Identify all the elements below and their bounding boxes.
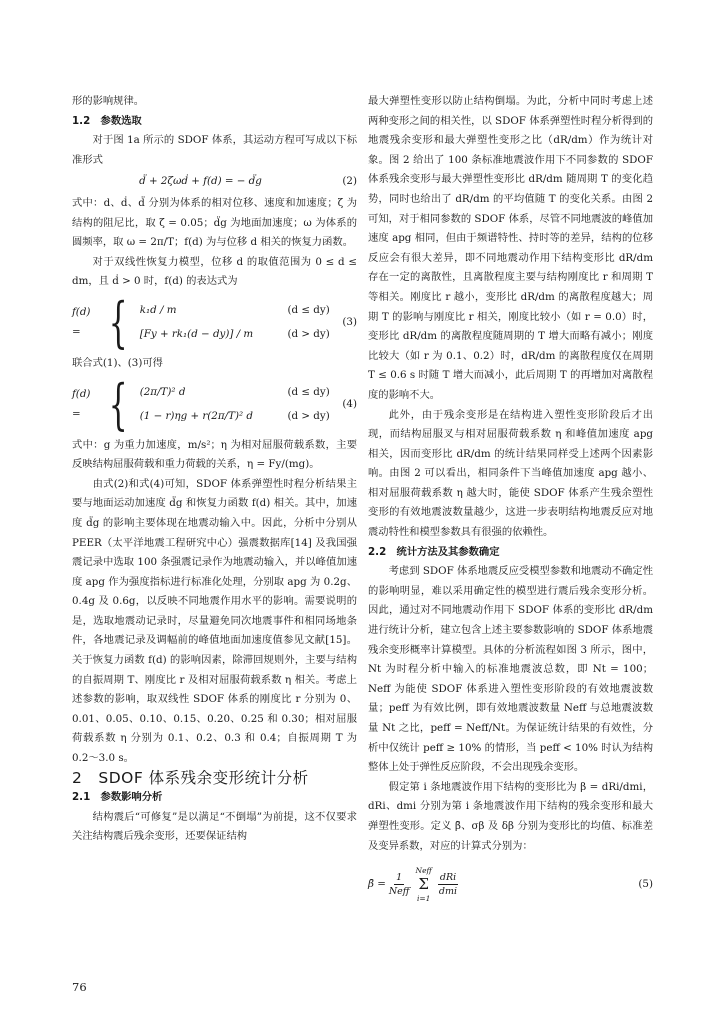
section-heading-1-2: 1.2 参数选取 [72,114,142,127]
paragraph: 结构震后“可修复”是以满足“不倒塌”为前提，这不仅要求关注结构震后残余变形，还要保证结构 [72,810,357,843]
case-expression: [Fy + rk₁(d − dy)] / m [139,327,254,340]
fraction [438,871,458,898]
cases [140,383,330,426]
fraction-numerator: dRi [439,872,457,884]
equation-4 [72,372,357,436]
paragraph: 式中：g 为重力加速度，m/s²；η 为相对屈服荷载系数，主要反映结构屈服荷载和重力荷载的关系，η = Fy/(mg)。 [72,438,357,471]
equation-number: (4) [342,397,357,410]
brace-symbol: { [109,290,129,354]
cases [140,301,330,344]
equation-3 [72,290,357,354]
paragraph: 对于图 1a 所示的 SDOF 体系，其运动方程可写成以下标准形式 [72,134,357,166]
case-expression: k₁d / m [139,304,177,317]
case-condition: (d > dy) [287,409,330,422]
left-column [72,92,357,847]
case-row [140,383,330,403]
summation [416,864,432,905]
right-column [368,92,653,909]
case-condition: (d ≤ dy) [287,385,330,398]
sum-symbol: Σ [418,875,429,894]
fraction [389,871,410,898]
paragraph: 对于双线性恢复力模型，位移 d 的取值范围为 0 ≤ d ≤ dm，且 ḋ > 0 时，f(d) 的表达式为 [72,255,357,288]
paragraph: 此外，由于残余变形是在结构进入塑性变形阶段后才出现，而结构屈服叉与相对屈服荷载系数 η 和峰值加速度 apg 相关，因而变形比 dR/dm 的统计结果同样受上述两个因素影响。由图 2 可以看出，相同条件下当峰值加速度 apg 越小、相对屈服荷载系数 η 越大时，能使 SDOF 体系产生残余塑性变形的有效地震波数量越少，这进一步表明结构地震反应对地震动特性和模型参数具有很强的依赖性。 [368,408,653,539]
fraction-denominator: Neff [388,886,410,898]
paragraph: 式中：d、ḋ、d̈ 分别为体系的相对位移、速度和加速度；ζ 为结构的阻尼比，取 ζ = 0.05；d̈g 为地面加速度；ω 为体系的圆频率，取 ω = 2π/T；f(d) 为与位移 d 相关的恢复力函数。 [72,196,357,249]
paragraph: 最大弹塑性变形以防止结构倒塌。为此，分析中同时考虑上述两种变形之间的相关性，以 SDOF 体系弹塑性时程分析得到的地震残余变形和最大弹塑性变形之比（dR/dm）作为统计对象。图 2 给出了 100 条标准地震波作用下不同参数的 SDOF 体系残余变形与最大弹塑性变形比 dR/dm 随周期 T 的变化趋势，同时也给出了 dR/dm 的平均值随 T 的变化关系。由图 2 可知，对于相同参数的 SDOF 体系，尽管不同地震波的峰值加速度 apg 相同，但由于频谱特性、持时等的差异，结构的位移反应会有很大差异，即不同地震动作用下结构变形比 dR/dm 存在一定的离散性，且离散程度主要与结构刚度比 r 和周期 T 等相关。刚度比 r 越小，变形比 dR/dm 的离散程度越大；周期 T 的影响与刚度比 r 相关，刚度比较小（如 r = 0.0）时，变形比 dR/dm 的离散程度随周期的 T 增大而略有减小；刚度比较大（如 r 为 0.1、0.2）时，dR/dm 的离散程度仅在周期 T ≤ 0.6 s 时随 T 增大而减小，此后周期 T 的再增加对离散程度的影响不大。 [368,95,653,401]
case-expression: (1 − r)ηg + r(2π/T)² d [139,409,253,422]
piecewise-function [72,290,330,354]
paragraph: 由式(2)和式(4)可知，SDOF 体系弹塑性时程分析结果主要与地面运动加速度 d̈g 和恢复力函数 f(d) 相关。其中，加速度 d̈g 的影响主要体现在地震动输入中。因此，分析中分别从 PEER（太平洋地震工程研究中心）强震数据库[14] 及我国强震记录中选取 100 条强震记录作为地震动输入，并以峰值加速度 apg 作为强度指标进行标准化处理，分别取 apg 为 0.2g、0.4g 及 0.6g，以反映不同地震作用水平的影响。需要说明的是，选取地震动记录时，尽量避免同次地震事件和相同场地条件，各地震记录及调幅前的峰值地面加速度值参见文献[15]。关于恢复力函数 f(d) 的影响因素，除滞回规则外，主要与结构的自振周期 T、刚度比 r 及相对屈服荷载系数 η 相关。考虑上述参数的影响，取双线性 SDOF 体系的刚度比 r 分别为 0、0.01、0.05、0.10、0.15、0.20、0.25 和 0.30；相对屈服荷载系数 η 分别为 0.1、0.2、0.3 和 0.4；自振周期 T 为 0.2～3.0 s。 [72,477,357,765]
equation-lhs: f(d) = [72,306,91,338]
equation-number: (2) [342,175,357,188]
equation-number: (3) [342,316,357,329]
equation-lhs: β̄ = [368,877,386,890]
sum-upper-limit: Neff [415,866,432,876]
case-row [140,407,330,427]
paragraph: 联合式(1)、(3)可得 [72,356,163,369]
case-row [140,325,330,345]
brace-symbol: { [109,372,129,436]
case-condition: (d > dy) [287,327,330,340]
case-condition: (d ≤ dy) [287,304,330,317]
page-number: 76 [72,980,87,994]
equation-2 [72,172,357,192]
fraction-denominator: dmi [438,886,458,898]
mean-formula [368,864,461,905]
sum-lower-limit: i=1 [416,894,431,904]
section-heading-2-1: 2.1 参数影响分析 [72,791,163,804]
case-expression: (2π/T)² d [139,385,186,398]
paragraph: 形的影响规律。 [72,95,145,107]
equation-lhs: f(d) = [72,387,91,420]
fraction-numerator: 1 [396,872,403,884]
equation-body: d̈ + 2ζωḋ + f(d) = − d̈g [139,175,262,188]
equation-5 [368,862,653,907]
case-row [140,301,330,321]
section-heading-2: 2 SDOF 体系残余变形统计分析 [72,768,309,787]
piecewise-function [72,372,330,436]
section-heading-2-2: 2.2 统计方法及其参数确定 [368,545,500,558]
paragraph: 假定第 i 条地震波作用下结构的变形比为 β = dRi/dmi，dRi、dmi 分别为第 i 条地震波作用下结构的残余变形和最大弹塑性变形。定义 β̄、σβ 及 δβ 分别为变形比的均值、标准差及变异系数，对应的计算式分别为： [368,780,653,852]
equation-number: (5) [638,877,653,890]
paragraph: 考虑到 SDOF 体系地震反应受模型参数和地震动不确定性的影响明显，难以采用确定性的模型进行震后残余变形分析。因此，通过对不同地震动作用下 SDOF 体系的变形比 dR/dm 进行统计分析，建立包含上述主要参数影响的 SDOF 体系地震残余变形概率计算模型。具体的分析流程如图 3 所示，图中，Nt 为时程分析中输入的标准地震波总数，即 Nt = 100；Neff 为能使 SDOF 体系进入塑性变形阶段的有效地震波数量；peff 为有效比例，即有效地震波数量 Neff 与总地震波数量 Nt 之比，peff = Neff/Nt。为保证统计结果的有效性，分析中仅统计 peff ≥ 10% 的情形，当 peff < 10% 时认为结构整体上处于弹性反应阶段，不会出现残余变形。 [368,565,653,774]
